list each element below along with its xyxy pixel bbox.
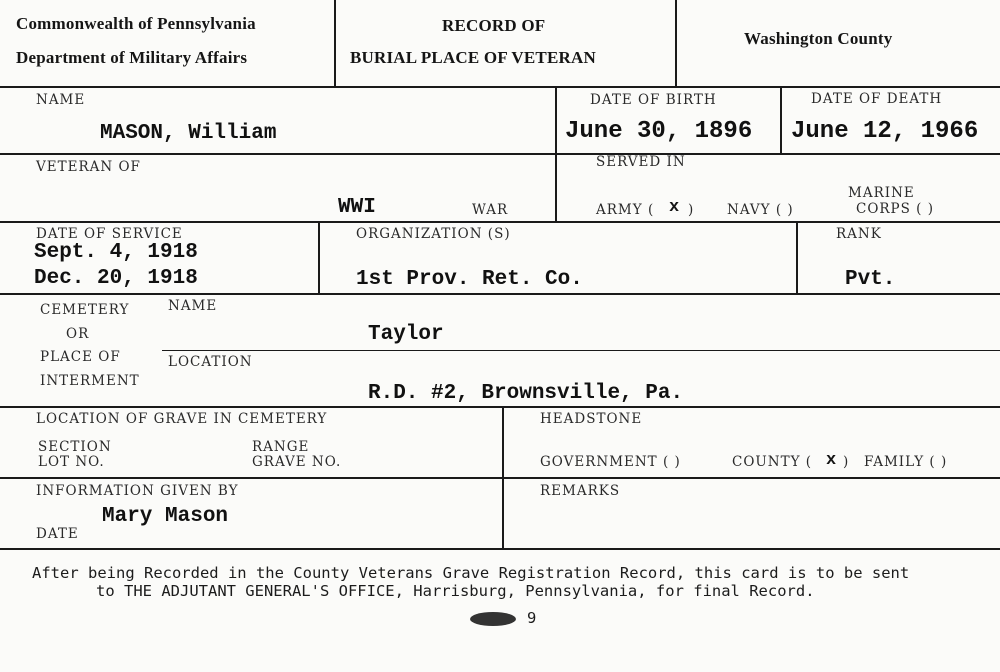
cemetery-location-value: R.D. #2, Brownsville, Pa. bbox=[368, 382, 684, 405]
section-label: SECTION bbox=[38, 439, 112, 455]
rule-header-bottom bbox=[0, 86, 1000, 88]
form-number: 9 bbox=[527, 609, 537, 627]
cemetery-label: CEMETERY bbox=[40, 302, 130, 318]
dob-value: June 30, 1896 bbox=[565, 118, 753, 145]
service-date-to: Dec. 20, 1918 bbox=[34, 267, 198, 290]
rank-label: RANK bbox=[836, 226, 882, 242]
army-label: ARMY ( bbox=[596, 202, 655, 218]
army-close: ) bbox=[688, 202, 695, 218]
lot-label: LOT NO. bbox=[38, 454, 105, 470]
rule-info-bottom bbox=[0, 548, 1000, 550]
cemetery-location-label: LOCATION bbox=[168, 354, 253, 370]
rule-org-left bbox=[318, 221, 320, 293]
grave-no-label: GRAVE NO. bbox=[252, 454, 342, 470]
range-label: RANGE bbox=[252, 439, 310, 455]
navy-label: NAVY ( ) bbox=[727, 202, 794, 218]
war-label: WAR bbox=[472, 202, 509, 218]
rule-rank-left bbox=[796, 221, 798, 293]
information-given-value: Mary Mason bbox=[102, 505, 229, 528]
rule-service-bottom bbox=[0, 293, 1000, 295]
form-title-line-1: RECORD OF bbox=[442, 16, 546, 35]
rule-dob-left bbox=[555, 86, 557, 221]
family-label: FAMILY ( ) bbox=[864, 454, 948, 470]
government-label: GOVERNMENT ( ) bbox=[540, 454, 681, 470]
dod-label: DATE OF DEATH bbox=[811, 91, 943, 107]
county-headstone-label: COUNTY ( bbox=[732, 454, 813, 470]
service-date-from: Sept. 4, 1918 bbox=[34, 241, 198, 264]
union-label-stamp bbox=[470, 612, 516, 626]
rule-name-bottom bbox=[0, 153, 1000, 155]
cemetery-name-label: NAME bbox=[168, 298, 218, 314]
rule-grave-bottom bbox=[0, 477, 1000, 479]
headstone-label: HEADSTONE bbox=[540, 411, 643, 427]
place-of-label: PLACE OF bbox=[40, 349, 121, 365]
issuer-line-1: Commonwealth of Pennsylvania bbox=[16, 14, 256, 33]
or-label: OR bbox=[66, 326, 90, 342]
rule-dod-left bbox=[780, 86, 782, 153]
rule-header-v1 bbox=[334, 0, 336, 86]
rule-veteran-bottom bbox=[0, 221, 1000, 223]
form-title-line-2: BURIAL PLACE OF VETERAN bbox=[350, 48, 596, 67]
date-of-service-label: DATE OF SERVICE bbox=[36, 226, 183, 242]
rule-header-v2 bbox=[675, 0, 677, 86]
rule-cemetery-bottom bbox=[0, 406, 1000, 408]
organization-value: 1st Prov. Ret. Co. bbox=[356, 268, 583, 291]
corps-label: CORPS ( ) bbox=[856, 201, 935, 217]
rule-headstone-left bbox=[502, 406, 504, 548]
grave-location-label: LOCATION OF GRAVE IN CEMETERY bbox=[36, 411, 328, 427]
footer-line-2: to THE ADJUTANT GENERAL'S OFFICE, Harrisburg, Pennsylvania, for final Record. bbox=[96, 582, 815, 600]
war-value: WWI bbox=[338, 196, 376, 219]
veteran-name: MASON, William bbox=[100, 122, 277, 145]
rank-value: Pvt. bbox=[845, 268, 896, 291]
veteran-of-label: VETERAN OF bbox=[36, 159, 141, 175]
marine-label: MARINE bbox=[848, 185, 915, 201]
county-headstone-mark: x bbox=[826, 451, 837, 470]
cemetery-name-value: Taylor bbox=[368, 323, 444, 346]
interment-label: INTERMENT bbox=[40, 373, 140, 389]
organization-label: ORGANIZATION (S) bbox=[356, 226, 511, 242]
footer-line-1: After being Recorded in the County Veterans Grave Registration Record, this card is to be sent bbox=[32, 564, 910, 582]
name-label: NAME bbox=[36, 92, 86, 108]
county-name: Washington County bbox=[744, 29, 893, 48]
info-date-label: DATE bbox=[36, 526, 79, 542]
county-headstone-close: ) bbox=[843, 454, 850, 470]
remarks-label: REMARKS bbox=[540, 483, 621, 499]
dod-value: June 12, 1966 bbox=[791, 118, 979, 145]
army-mark: x bbox=[669, 198, 680, 217]
rule-cemetery-name bbox=[162, 350, 1000, 351]
issuer-line-2: Department of Military Affairs bbox=[16, 48, 248, 67]
information-given-label: INFORMATION GIVEN BY bbox=[36, 483, 239, 499]
dob-label: DATE OF BIRTH bbox=[590, 92, 717, 108]
served-in-label: SERVED IN bbox=[596, 154, 686, 170]
